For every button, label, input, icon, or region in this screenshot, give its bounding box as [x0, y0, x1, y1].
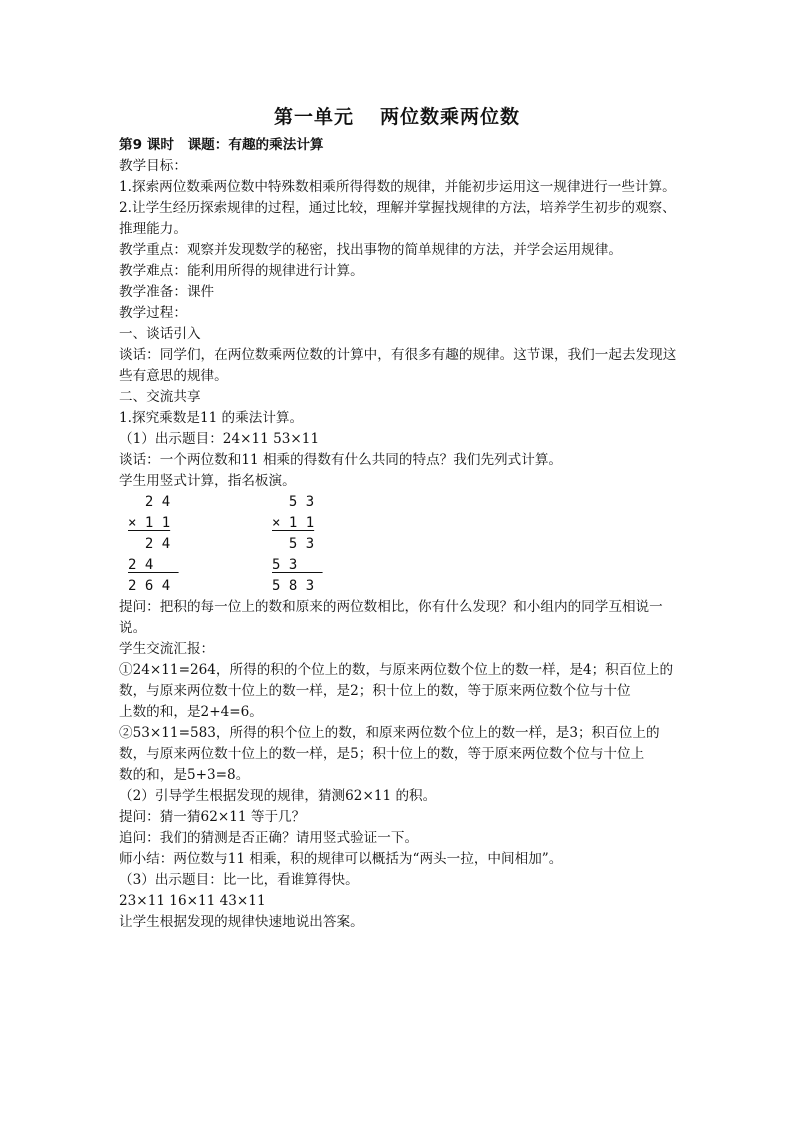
text-line: 1.探究乘数是11 的乘法计算。	[119, 410, 304, 426]
calc-row: × 1 1	[128, 515, 171, 531]
text-line: 二、交流共享	[119, 389, 201, 405]
text-line: 学生交流汇报：	[119, 641, 215, 657]
text-line: 数的和，是5+3=8。	[119, 767, 250, 783]
text-line: ②53×11=583，所得的积个位上的数，和原来两位数个位上的数一样，是3；积百位上的数，与原来两位数十位上的数一样，是5；积十位上的数，等于原来两位数个位与十位上	[119, 725, 660, 762]
page-title	[0, 104, 794, 130]
text-line: ①24×11=264，所得的积的个位上的数，与原来两位数个位上的数一样，是4；积百位上的数，与原来两位数十位上的数一样，是2；积十位上的数，等于原来两位数个位与十位	[119, 662, 674, 699]
text-line: （1）出示题目：24×11 53×11	[119, 431, 320, 447]
text-line: 追问：我们的猜测是否正确？请用竖式验证一下。	[119, 830, 419, 846]
unit-label: 第一单元	[273, 106, 354, 128]
calc-row: × 1 1	[272, 515, 315, 531]
calc-row: 2 4	[128, 536, 171, 552]
text-line: 1.探索两位数乘两位数中特殊数相乘所得得数的规律，并能初步运用这一规律进行一些计算。	[119, 179, 676, 195]
vertical-calculations	[119, 492, 681, 597]
text-line: 23×11 16×11 43×11	[119, 893, 266, 909]
text-line: （3）出示题目：比一比，看谁算得快。	[119, 872, 359, 888]
text-line: 教学过程：	[119, 305, 187, 321]
text-line: 提问：猜一猜62×11 等于几？	[119, 809, 306, 825]
text-line: 一、谈话引入	[119, 326, 201, 342]
calc-row: 5 3	[272, 557, 323, 573]
vertical-calc-24x11	[128, 492, 179, 597]
calc-row: 2 4	[128, 557, 179, 573]
calc-row: 5 3	[272, 536, 315, 552]
text-line: 谈话：同学们，在两位数乘两位数的计算中，有很多有趣的规律。这节课，我们一起去发现这些有意思的规律。	[119, 347, 677, 384]
calc-row: 2 4	[128, 494, 171, 510]
text-line: 教学重点：观察并发现数学的秘密，找出事物的简单规律的方法，并学会运用规律。	[119, 242, 622, 258]
text-line: 教学准备：课件	[119, 284, 215, 300]
text-line: 学生用竖式计算，指名板演。	[119, 473, 296, 489]
text-line: 2.让学生经历探索规律的过程，通过比较，理解并掌握找规律的方法，培养学生初步的观察、推理能力。	[119, 200, 676, 237]
text-line: （2）引导学生根据发现的规律，猜测62×11 的积。	[119, 788, 437, 804]
text-line: 教学难点：能利用所得的规律进行计算。	[119, 263, 364, 279]
calc-row: 2 6 4	[128, 578, 171, 594]
lesson-body	[119, 135, 681, 933]
text-line: 提问：把积的每一位上的数和原来的两位数相比，你有什么发现？和小组内的同学互相说一说。	[119, 599, 663, 636]
text-line: 上数的和，是2+4=6。	[119, 704, 263, 720]
text-line: 教学目标：	[119, 158, 187, 174]
vertical-calc-53x11	[272, 492, 323, 597]
text-line: 让学生根据发现的规律快速地说出答案。	[119, 914, 364, 930]
lesson-heading: 第9 课时 课题：有趣的乘法计算	[119, 137, 324, 153]
calc-row: 5 8 3	[272, 578, 315, 594]
calc-row: 5 3	[272, 494, 315, 510]
unit-topic: 两位数乘两位数	[380, 106, 521, 128]
text-line: 师小结：两位数与11 相乘，积的规律可以概括为“两头一拉，中间相加”。	[119, 851, 563, 867]
text-line: 谈话：一个两位数和11 相乘的得数有什么共同的特点？我们先列式计算。	[119, 452, 563, 468]
